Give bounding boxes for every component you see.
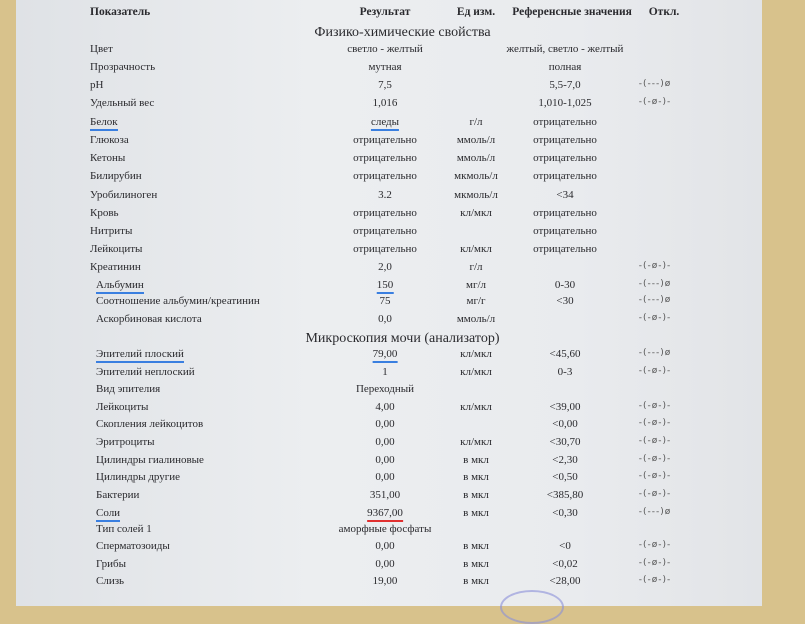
- deviation-indicator: -(-ø-)-: [638, 418, 672, 428]
- table-row: [0, 366, 805, 384]
- reference-range: отрицательно: [533, 152, 597, 164]
- result-value: 4,00: [375, 401, 395, 413]
- result-value: 2,0: [378, 261, 392, 273]
- unit: кл/мкл: [460, 348, 492, 360]
- parameter-name: Белок: [90, 116, 118, 131]
- table-row: [0, 383, 805, 401]
- deviation-indicator: -(---)ø: [638, 295, 672, 305]
- table-row: [0, 348, 805, 366]
- result-value: отрицательно: [353, 243, 417, 255]
- deviation-indicator: -(-ø-)-: [638, 366, 672, 376]
- deviation-indicator: -(---)ø: [638, 279, 672, 289]
- result-value: 1,016: [372, 97, 398, 109]
- unit: ммоль/л: [456, 313, 496, 325]
- unit: в мкл: [463, 558, 489, 570]
- parameter-name: Лейкоциты: [90, 243, 143, 255]
- deviation-indicator: -(-ø-)-: [638, 261, 672, 271]
- parameter-name: Кровь: [90, 207, 119, 219]
- result-value: 3.2: [378, 189, 392, 201]
- reference-range: 0-3: [557, 366, 573, 378]
- table-row: [0, 471, 805, 489]
- table-row: [0, 418, 805, 436]
- parameter-name: Креатинин: [90, 261, 141, 273]
- reference-range: 0-30: [554, 279, 576, 291]
- table-row: [0, 489, 805, 507]
- deviation-indicator: -(-ø-)-: [638, 558, 672, 568]
- header-unit: Ед изм.: [456, 6, 496, 18]
- deviation-indicator: -(-ø-)-: [638, 540, 672, 550]
- reference-range: <39,00: [549, 401, 581, 413]
- result-value: 7,5: [378, 79, 392, 91]
- reference-range: отрицательно: [533, 116, 597, 128]
- result-value: 0,00: [375, 471, 395, 483]
- unit: ммоль/л: [456, 134, 496, 146]
- parameter-name: Нитриты: [90, 225, 133, 237]
- deviation-indicator: -(---)ø: [638, 348, 672, 358]
- table-row: [0, 189, 805, 207]
- table-row: [0, 116, 805, 134]
- header-name: Показатель: [90, 6, 151, 18]
- parameter-name: Цилиндры другие: [96, 471, 181, 483]
- unit: мкмоль/л: [454, 189, 498, 201]
- result-value: аморфные фосфаты: [338, 523, 432, 535]
- parameter-name: Цвет: [90, 43, 113, 55]
- unit: мг/г: [466, 295, 486, 307]
- result-value: 0,0: [378, 313, 392, 325]
- result-value: отрицательно: [353, 225, 417, 237]
- result-value: 0,00: [375, 540, 395, 552]
- header-result: Результат: [359, 6, 411, 18]
- result-value: 0,00: [375, 436, 395, 448]
- parameter-name: Уробилиноген: [90, 189, 158, 201]
- table-row: [0, 79, 805, 97]
- reference-range: <30: [556, 295, 574, 307]
- unit: в мкл: [463, 471, 489, 483]
- table-row: [0, 152, 805, 170]
- unit: кл/мкл: [460, 366, 492, 378]
- unit: г/л: [469, 116, 483, 128]
- parameter-name: pH: [90, 79, 104, 91]
- result-value: 150: [377, 279, 394, 294]
- table-row: [0, 523, 805, 541]
- result-value: 0,00: [375, 558, 395, 570]
- result-value: 9367,00: [367, 507, 403, 522]
- result-value: 79,00: [373, 348, 398, 363]
- result-value: отрицательно: [353, 170, 417, 182]
- unit: в мкл: [463, 540, 489, 552]
- table-row: [0, 134, 805, 152]
- result-value: отрицательно: [353, 207, 417, 219]
- parameter-name: Тип солей 1: [96, 523, 152, 535]
- table-row: [0, 454, 805, 472]
- parameter-name: Билирубин: [90, 170, 142, 182]
- parameter-name: Эпителий плоский: [96, 348, 184, 363]
- reference-range: полная: [548, 61, 582, 73]
- table-row: [0, 97, 805, 115]
- parameter-name: Аскорбиновая кислота: [96, 313, 202, 325]
- reference-range: 5,5-7,0: [549, 79, 581, 91]
- parameter-name: Соли: [96, 507, 120, 522]
- unit: в мкл: [463, 575, 489, 587]
- parameter-name: Кетоны: [90, 152, 126, 164]
- header-dev: Откл.: [648, 6, 680, 18]
- parameter-name: Вид эпителия: [96, 383, 161, 395]
- unit: в мкл: [463, 489, 489, 501]
- reference-range: отрицательно: [533, 243, 597, 255]
- reference-range: <28,00: [549, 575, 581, 587]
- unit: в мкл: [463, 454, 489, 466]
- unit: в мкл: [463, 507, 489, 519]
- result-value: отрицательно: [353, 134, 417, 146]
- parameter-name: Альбумин: [96, 279, 144, 294]
- unit: мкмоль/л: [454, 170, 498, 182]
- stamp: [500, 590, 564, 624]
- reference-range: <45,60: [549, 348, 581, 360]
- parameter-name: Грибы: [96, 558, 127, 570]
- table-row: [0, 558, 805, 576]
- parameter-name: Слизь: [96, 575, 125, 587]
- deviation-indicator: -(-ø-)-: [638, 436, 672, 446]
- result-value: 0,00: [375, 418, 395, 430]
- reference-range: <0,30: [552, 507, 578, 519]
- table-row: [0, 261, 805, 279]
- unit: г/л: [469, 261, 483, 273]
- unit: кл/мкл: [460, 207, 492, 219]
- reference-range: <0: [559, 540, 571, 552]
- reference-range: желтый, светло - желтый: [506, 43, 624, 55]
- table-row: [0, 61, 805, 79]
- table-row: [0, 43, 805, 61]
- table-row: [0, 540, 805, 558]
- unit: кл/мкл: [460, 243, 492, 255]
- reference-range: <30,70: [549, 436, 581, 448]
- table-row: [0, 401, 805, 419]
- table-row: [0, 313, 805, 331]
- table-row: [0, 295, 805, 313]
- parameter-name: Соотношение альбумин/креатинин: [96, 295, 260, 307]
- deviation-indicator: -(---)ø: [638, 79, 672, 89]
- parameter-name: Эпителий неплоский: [96, 366, 195, 378]
- table-row: [0, 207, 805, 225]
- unit: ммоль/л: [456, 152, 496, 164]
- reference-range: <0,02: [552, 558, 578, 570]
- table-row: [0, 436, 805, 454]
- result-value: 0,00: [375, 454, 395, 466]
- reference-range: отрицательно: [533, 225, 597, 237]
- table-header: [0, 6, 805, 24]
- result-value: 1: [382, 366, 388, 378]
- deviation-indicator: -(-ø-)-: [638, 454, 672, 464]
- parameter-name: Сперматозоиды: [96, 540, 170, 552]
- result-value: светло - желтый: [347, 43, 423, 55]
- parameter-name: Скопления лейкоцитов: [96, 418, 204, 430]
- unit: кл/мкл: [460, 436, 492, 448]
- reference-range: <34: [556, 189, 574, 201]
- parameter-name: Цилиндры гиалиновые: [96, 454, 204, 466]
- deviation-indicator: -(-ø-)-: [638, 313, 672, 323]
- deviation-indicator: -(---)ø: [638, 507, 672, 517]
- header-ref: Референсные значения: [512, 6, 632, 18]
- reference-range: отрицательно: [533, 134, 597, 146]
- unit: мг/л: [465, 279, 487, 291]
- unit: кл/мкл: [460, 401, 492, 413]
- result-value: следы: [371, 116, 399, 131]
- result-value: Переходный: [355, 383, 415, 395]
- parameter-name: Бактерии: [96, 489, 140, 501]
- result-value: отрицательно: [353, 152, 417, 164]
- reference-range: отрицательно: [533, 207, 597, 219]
- reference-range: <0,50: [552, 471, 578, 483]
- parameter-name: Глюкоза: [90, 134, 129, 146]
- table-row: [0, 170, 805, 188]
- deviation-indicator: -(-ø-)-: [638, 575, 672, 585]
- deviation-indicator: -(-ø-)-: [638, 401, 672, 411]
- parameter-name: Прозрачность: [90, 61, 156, 73]
- deviation-indicator: -(-ø-)-: [638, 489, 672, 499]
- result-value: 351,00: [369, 489, 401, 501]
- result-value: 75: [379, 295, 391, 307]
- reference-range: <2,30: [552, 454, 578, 466]
- result-value: 19,00: [372, 575, 398, 587]
- parameter-name: Удельный вес: [90, 97, 155, 109]
- table-row: [0, 575, 805, 593]
- section-title: Физико-химические свойства: [314, 25, 491, 40]
- section-title: Микроскопия мочи (анализатор): [305, 331, 500, 346]
- reference-range: <0,00: [552, 418, 578, 430]
- parameter-name: Эритроциты: [96, 436, 155, 448]
- reference-range: <385,80: [546, 489, 584, 501]
- reference-range: 1,010-1,025: [538, 97, 592, 109]
- table-row: [0, 225, 805, 243]
- deviation-indicator: -(-ø-)-: [638, 97, 672, 107]
- reference-range: отрицательно: [533, 170, 597, 182]
- deviation-indicator: -(-ø-)-: [638, 471, 672, 481]
- table-row: [0, 243, 805, 261]
- result-value: мутная: [368, 61, 402, 73]
- parameter-name: Лейкоциты: [96, 401, 149, 413]
